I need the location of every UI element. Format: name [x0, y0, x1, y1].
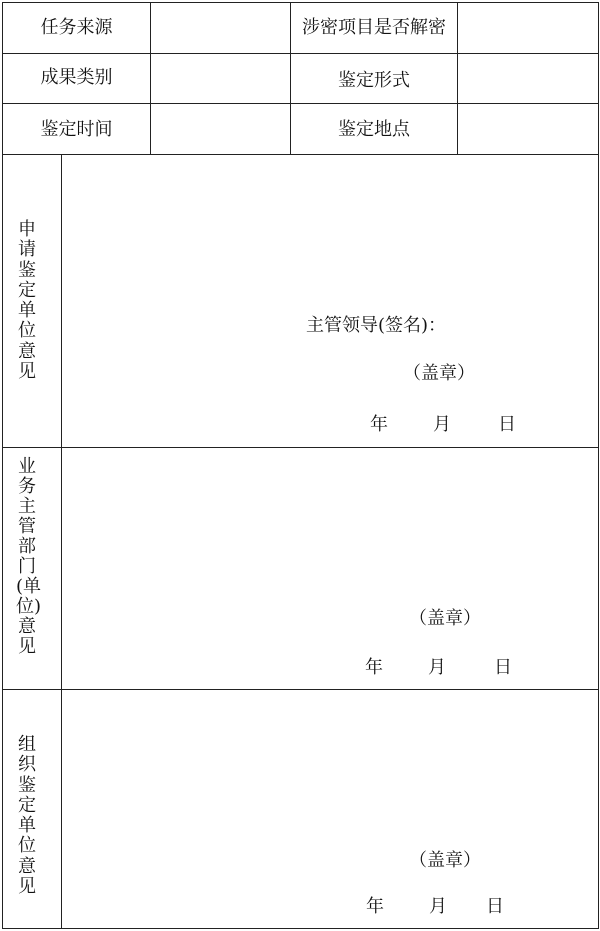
date-day-label: 日 [494, 657, 512, 678]
section-label-supervisor: 业务主管部门(单位)意见 [16, 456, 42, 657]
field-supervisor-opinion[interactable] [64, 450, 596, 590]
date-year-label: 年 [365, 657, 383, 678]
field-appraisal-time[interactable] [152, 105, 289, 153]
label-declassified: 涉密项目是否解密 [302, 17, 446, 38]
date-year-label: 年 [366, 896, 384, 917]
date-month-label: 月 [429, 896, 447, 917]
seal-label: （盖章） [409, 608, 481, 629]
rule-left [2, 2, 3, 929]
field-task-source[interactable] [152, 4, 289, 52]
label-appraisal-form: 鉴定形式 [338, 70, 410, 91]
rule-label-col [61, 154, 62, 929]
rule-right [598, 2, 599, 929]
seal-label: （盖章） [403, 363, 475, 384]
seal-label: （盖章） [409, 850, 481, 871]
rule-section2 [2, 689, 599, 690]
section-label-organizer: 组织鉴定单位意见 [18, 734, 36, 898]
rule-section1 [2, 447, 599, 448]
label-appraisal-time: 鉴定时间 [40, 119, 113, 140]
rule-bottom [2, 928, 599, 929]
field-declassified[interactable] [459, 4, 597, 52]
label-result-category: 成果类别 [40, 67, 113, 88]
date-month-label: 月 [433, 414, 451, 435]
date-day-label: 日 [486, 896, 504, 917]
field-appraisal-form[interactable] [459, 55, 597, 102]
field-organizer-opinion[interactable] [64, 692, 596, 832]
label-task-source: 任务来源 [40, 17, 113, 38]
date-day-label: 日 [498, 414, 516, 435]
field-result-category[interactable] [152, 55, 289, 102]
label-appraisal-place: 鉴定地点 [338, 119, 410, 140]
field-applicant-opinion[interactable] [64, 157, 596, 307]
field-appraisal-place[interactable] [459, 105, 597, 153]
section-label-applicant: 申请鉴定单位意见 [18, 219, 36, 383]
rule-row3 [2, 154, 599, 155]
date-month-label: 月 [428, 657, 446, 678]
leader-signature-label: 主管领导(签名)： [306, 315, 447, 336]
date-year-label: 年 [370, 414, 388, 435]
